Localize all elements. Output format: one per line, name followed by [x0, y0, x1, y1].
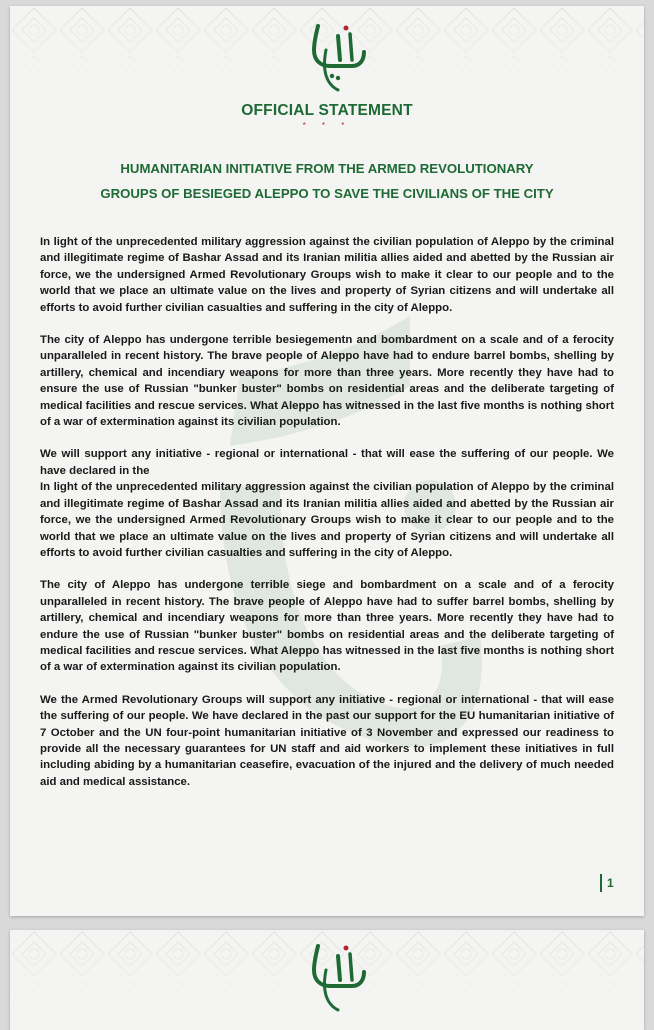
- statement-body: [40, 234, 614, 806]
- bayan-calligraphy-logo-icon: [302, 20, 372, 98]
- paragraph-6: We the Armed Revolutionary Groups will support any initiative - regional or international - that will ease the suffering of our people. We have declared in the past our support for the EU humanitarian initiative of 7 October and the UN four-point humanitarian initiative of 3 November and expressed our readiness to provide all the necessary guarantees for UN staff and aid workers to implement these initiatives in full including abiding by a humanitarian ceasefire, evacuation of the injured and the delivery of much needed aid and medical assistance.: [40, 693, 614, 788]
- bayan-calligraphy-logo-icon: [302, 940, 372, 1018]
- title-line-2: GROUPS OF BESIEGED ALEPPO TO SAVE THE CIVILIANS OF THE CITY: [100, 186, 554, 201]
- statement-page-2-preview: [10, 930, 644, 1030]
- paragraph-1: In light of the unprecedented military aggression against the civilian population of Aleppo by the criminal and illegitimate regime of Bashar Assad and its Iranian militia allies aided and abetted by the Russian air force, we the undersigned Armed Revolutionary Groups wish to make it clear to our people and to the world that we place an ultimate value on the lives and property of Syrian citizens and will undertake all efforts to avoid further civilian casualties and suffering in the city of Aleppo.: [40, 236, 614, 314]
- paragraph-5: The city of Aleppo has undergone terrible siege and bombardment on a scale and of a ferocity unparalleled in recent history. The brave people of Aleppo have had to suffer barrel bombs, shelling by artillery, chemical and incendiary weapons for more than three years. More recently they have had to endure the use of Russian "bunker buster" bombs on residential areas and the deliberate targeting of medical facilities and rescue services. What Aleppo has witnessed in the last five months is nothing short of a war of extermination against its civilian population.: [40, 579, 614, 674]
- paragraph-3: We will support any initiative - regional or international - that will ease the suffering of our people. We have declared in the: [40, 448, 614, 477]
- title-line-1: HUMANITARIAN INITIATIVE FROM THE ARMED REVOLUTIONARY: [120, 161, 534, 176]
- official-statement-label: OFFICIAL STATEMENT: [241, 102, 413, 119]
- page-number: 1: [600, 874, 614, 892]
- decorative-stars: * * *: [302, 121, 352, 130]
- statement-page-1: [10, 6, 644, 916]
- paragraph-4: In light of the unprecedented military aggression against the civilian population of Aleppo by the criminal and illegitimate regime of Bashar Assad and its Iranian militia allies aided and abetted by the Russian air force, we the undersigned Armed Revolutionary Groups wish to make it clear to our people and to the world that we place an ultimate value on the lives and property of Syrian citizens and will undertake all efforts to avoid further civilian casualties and suffering in the city of Aleppo.: [40, 481, 614, 559]
- paragraph-2: The city of Aleppo has undergone terrible besiegementn and bombardment on a scale and of a ferocity unparalleled in recent history. The brave people of Aleppo have had to endure barrel bombs, shelling by artillery, chemical and incendiary weapons for more than three years. More recently they have had to ensure the use of Russian "bunker buster" bombs on residential areas and the deliberate targeting of medical facilities and rescue services. What Aleppo has witnessed in the last five months is nothing short of a war of extermination against its civilian population.: [40, 334, 614, 429]
- statement-title: [30, 156, 624, 206]
